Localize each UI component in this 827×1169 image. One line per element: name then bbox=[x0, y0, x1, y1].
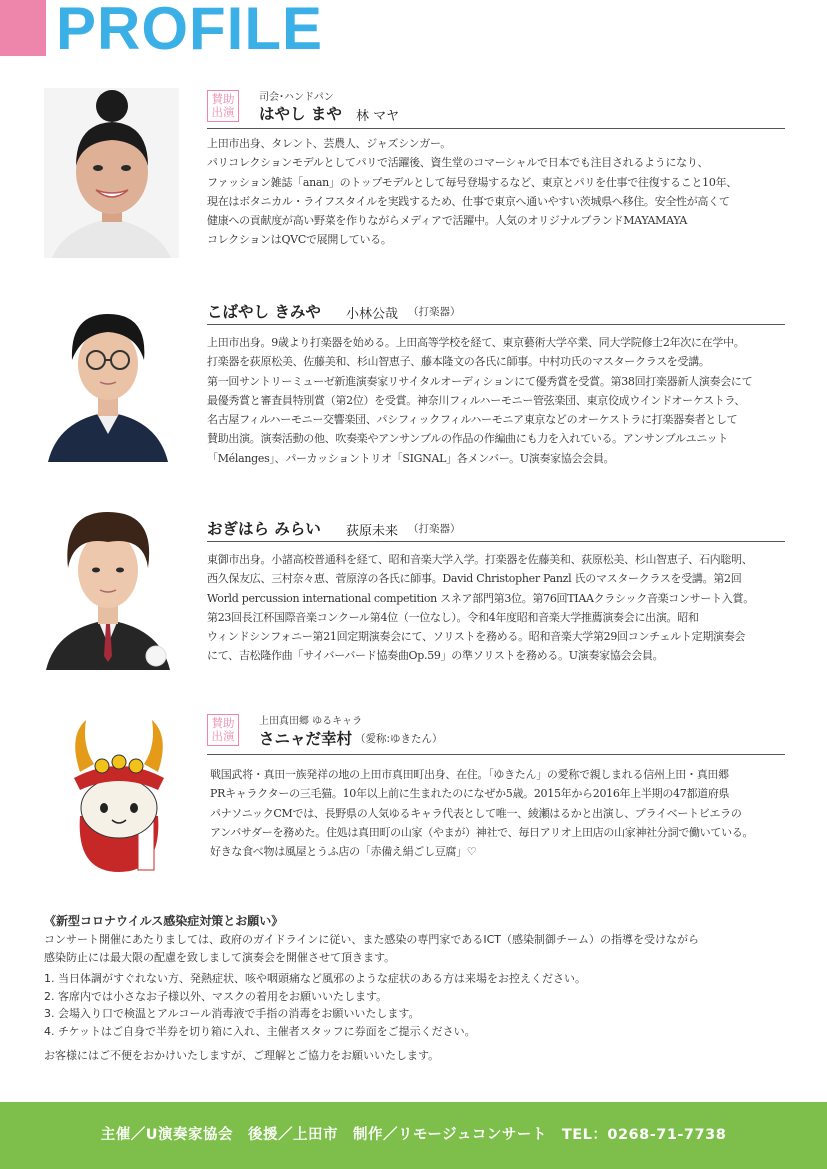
name-kana: さニャだ幸村 bbox=[259, 730, 353, 748]
list-item: 1. 当日体調がすぐれない方、発熱症状、咳や咽頭痛など風邪のような症状のある方は来場をお控えください。 bbox=[44, 972, 586, 985]
notice-list bbox=[44, 970, 784, 1040]
name-kana: はやし まや bbox=[259, 105, 342, 123]
name-kana: こばやし きみや bbox=[207, 303, 321, 321]
role-label: 上田真田郷 ゆるキャラ bbox=[259, 716, 363, 727]
notice-title: 《新型コロナウイルス感染症対策とお願い》 bbox=[44, 914, 284, 928]
name-kana: おぎはら みらい bbox=[207, 520, 321, 538]
bio-sanyada-yukimura: 戦国武将・真田一族発祥の地の上田市真田町出身、在住。「ゆきたん」の愛称で親しまれる信州上田・真田郷 PRキャラクターの三毛猫。10年以上前に生まれたのになぜか5歳。2015年から2016年上半期の47都道府県 パナソニックCMでは、長野県の人気ゆるキャラ代表として唯一、綾瀬はるかと出演し、プライベートビエラの アンバサダーを務めた。住処は真田町の山家（やまが）神社で、毎日アリオ上田店の山家神社分詞で働いている。 好きな食べ物は風屋とうふ店の「赤備え絹ごし豆腐」♡ bbox=[210, 768, 754, 859]
notice-closing: お客様にはご不便をおかけいたしますが、ご理解とご協力をお願いいたします。 bbox=[44, 1049, 440, 1062]
bio-ogihara-mirai: 東御市出身。小諸高校普通科を経て、昭和音楽大学入学。打楽器を佐藤美和、荻原松美、杉山智恵子、石内聡明、 西久保友広、三村奈々恵、菅原淳の各氏に師事。David Christopher Panzl 氏のマスタークラスを受講。第2回 World percussion international competition スネア部門第3位。第76回TIAAクラシック音楽コンサート入賞。 第23回長江杯国際音楽コンクール第4位（一位なし）。令和4年度昭和音楽大学推薦演奏会に出演。昭和 ウィンドシンフォニー第21回定期演奏会にて、ソリストを務める。昭和音楽大学第29回コンチェルト定期演奏会 にて、吉松隆作曲「サイバーバード協奏曲Op.59」の準ソリストを務める。U演奏家協会会員。 bbox=[207, 553, 754, 663]
name-block-sanyada-yukimura bbox=[207, 712, 785, 755]
bio-hayashi-maya: 上田市出身、タレント、芸農人、ジャズシンガー。 パリコレクションモデルとしてパリで活躍後、資生堂のコマーシャルで日本でも注目されるようになり、 ファッション雑誌「anan」のトップモデルとして毎号登場するなど、東京とパリを仕事で往復すること10年、 現在はボタニカル・ライフスタイルを実践するため、仕事で東京へ通いやすい茨城県へ移住。安全性が高くて 健康への貢献度が高い野菜を作りながらメディアで活躍中。人気のオリジナルブランドMAYAMAYA コレクションはQVCで展開している。 bbox=[207, 137, 737, 247]
footer-credits: 主催／U演奏家協会 後援／上田市 制作／リモージュコンサート TEL：0268-71-7738 bbox=[100, 1127, 727, 1143]
covid-notice bbox=[44, 912, 784, 1065]
portrait-photo-kobayashi-kimiya bbox=[44, 302, 172, 462]
nickname-note: （愛称:ゆきたん） bbox=[355, 733, 443, 745]
list-item: 3. 会場入り口で検温とアルコール消毒液で手指の消毒をお願いいたします。 bbox=[44, 1007, 420, 1020]
footer-bar bbox=[0, 1102, 827, 1169]
notice-intro-line: 感染防止には最大限の配慮を致しまして演奏会を開催させて頂きます。 bbox=[44, 950, 396, 964]
bio-kobayashi-kimiya: 上田市出身。9歳より打楽器を始める。上田高等学校を経て、東京藝術大学卒業、同大学院修士2年次に在学中。 打楽器を荻原松美、佐藤美和、杉山智恵子、藤本隆文の各氏に師事。中村功氏のマスタークラスを受講。 第一回サントリーミューゼ新進演奏家リサイタルオーディションにて優秀賞を受賞。第38回打楽器新人演奏会にて 最優秀賞と審査員特別賞（第2位）を受賞。神奈川フィルハーモニー管弦楽団、東京佼成ウインドオーケストラ、 名古屋フィルハーモニー交響楽団、パシフィックフィルハーモニア東京などのオーケストラに打楽器奏者として 賛助出演。演奏活動の他、吹奏楽やアンサンブルの作品の作編曲にも力を入れている。アンサンブルユニット 「Mélanges」、パーカッショントリオ「SIGNAL」各メンバー。U演奏家協会会員。 bbox=[207, 336, 753, 465]
instrument-note: （打楽器） bbox=[408, 306, 461, 318]
notice-intro-line: コンサート開催にあたりましては、政府のガイドラインに従い、また感染の専門家であるICT（感染制御チーム）の指導を受けながら bbox=[44, 933, 699, 946]
role-label: 司会･ハンドパン bbox=[259, 92, 334, 103]
page-title: PROFILE bbox=[56, 0, 324, 62]
portrait-photo-hayashi-maya bbox=[44, 88, 179, 258]
instrument-note: （打楽器） bbox=[408, 523, 461, 535]
portrait-photo-ogihara-mirai bbox=[44, 506, 172, 670]
list-item: 4. チケットはご自身で半券を切り箱に入れ、主催者スタッフに券面をご提示ください。 bbox=[44, 1024, 476, 1038]
name-block-hayashi-maya bbox=[207, 88, 785, 129]
list-item: 2. 客席内では小さなお子様以外、マスクの着用をお願いいたします。 bbox=[44, 989, 388, 1003]
supporting-performer-badge: 賛助 出演 bbox=[207, 90, 239, 122]
header-accent-bar bbox=[0, 0, 46, 56]
supporting-performer-badge: 賛助 出演 bbox=[207, 714, 239, 746]
name-kanji: 小林公哉 bbox=[346, 307, 399, 322]
name-block-kobayashi-kimiya bbox=[207, 296, 785, 325]
name-kanji: 林 マヤ bbox=[356, 109, 400, 124]
name-kanji: 荻原未来 bbox=[346, 524, 399, 539]
mascot-photo-sanyada-yukimura bbox=[60, 716, 178, 872]
name-block-ogihara-mirai bbox=[207, 513, 785, 542]
